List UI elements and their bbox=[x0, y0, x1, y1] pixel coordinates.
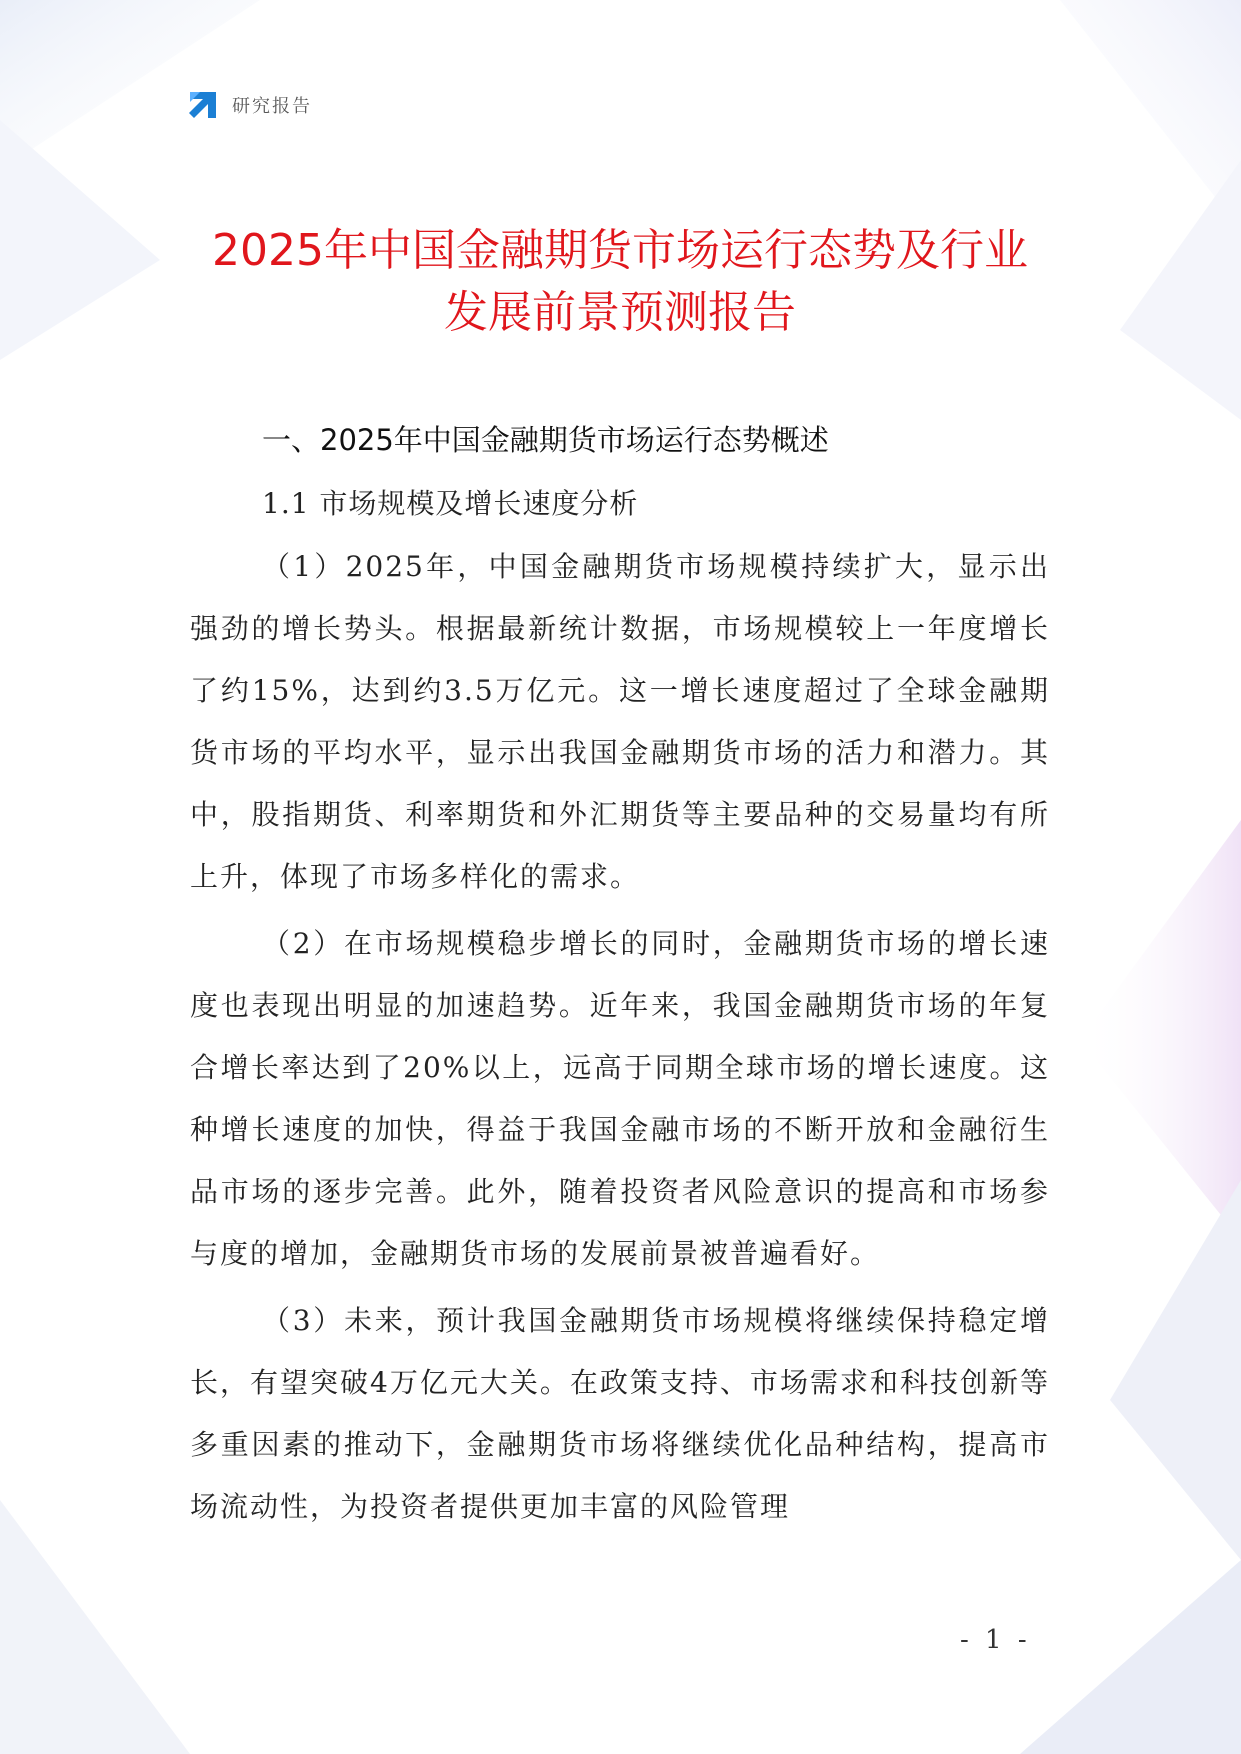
paragraph-2: （2）在市场规模稳步增长的同时，金融期货市场的增长速度也表现出明显的加速趋势。近年来，我国金融期货市场的年复合增长率达到了20%以上，远高于同期全球市场的增长速度。这种增长速度的加快，得益于我国金融市场的不断开放和金融衍生品市场的逐步完善。此外，随着投资者风险意识的提高和市场参与度的增加，金融期货市场的发展前景被普遍看好。 bbox=[190, 927, 1050, 1270]
paragraph-3: （3）未来，预计我国金融期货市场规模将继续保持稳定增长，有望突破4万亿元大关。在政策支持、市场需求和科技创新等多重因素的推动下，金融期货市场将继续优化品种结构，提高市场流动性，为投资者提供更加丰富的风险管理 bbox=[190, 1304, 1050, 1523]
document-title bbox=[150, 220, 1090, 344]
arrow-up-right-icon bbox=[186, 88, 220, 122]
page-number: - 1 - bbox=[960, 1625, 1031, 1655]
body-text bbox=[190, 536, 1050, 1543]
subsection-heading: 1.1 市场规模及增长速度分析 bbox=[262, 487, 639, 520]
document-title-line-1: 2025年中国金融期货市场运行态势及行业 bbox=[212, 225, 1028, 276]
header-label: 研究报告 bbox=[232, 96, 312, 117]
document-title-line-2: 发展前景预测报告 bbox=[444, 287, 796, 338]
report-header bbox=[186, 88, 312, 122]
section-heading: 一、2025年中国金融期货市场运行态势概述 bbox=[262, 423, 829, 457]
paragraph-1: （1）2025年，中国金融期货市场规模持续扩大，显示出强劲的增长势头。根据最新统计数据，市场规模较上一年度增长了约15%，达到约3.5万亿元。这一增长速度超过了全球金融期货市场的平均水平，显示出我国金融期货市场的活力和潜力。其中，股指期货、利率期货和外汇期货等主要品种的交易量均有所上升，体现了市场多样化的需求。 bbox=[190, 550, 1050, 893]
